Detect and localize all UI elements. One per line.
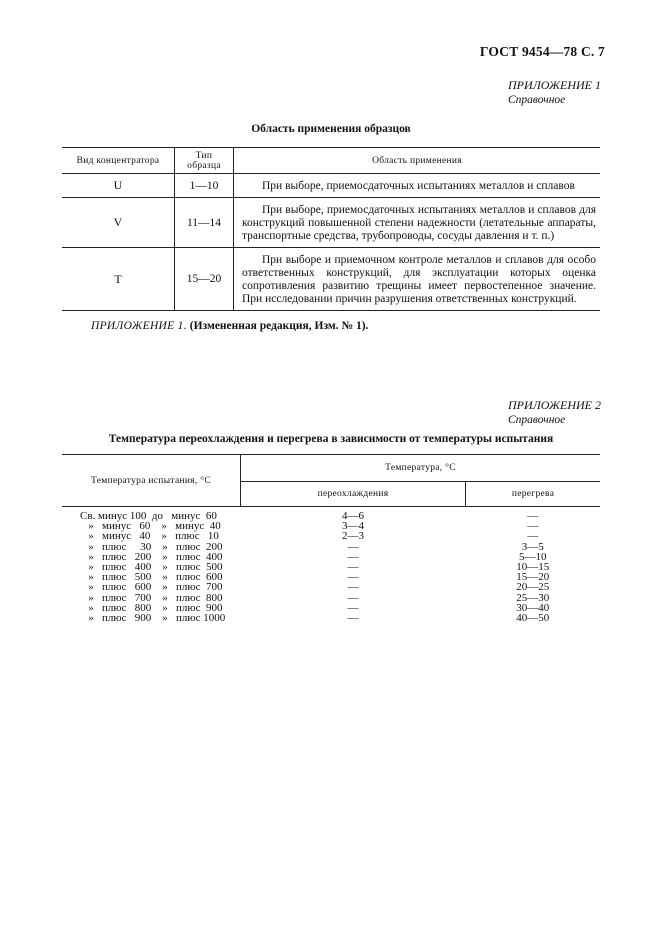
appendix-1-heading: [508, 78, 601, 108]
table-1-title: Область применения образцов: [251, 123, 411, 135]
col-concentrator: Вид концентратора: [62, 148, 175, 174]
col-overcooling: переохлаждения: [241, 482, 466, 507]
table-2-body: [62, 507, 600, 624]
cell-overcooling: —: [347, 561, 359, 574]
cell-test-range: » плюс 400 » плюс 500: [80, 561, 223, 574]
col-specimen-type: Тип образца: [175, 148, 234, 174]
cell-overheating: 15—20: [516, 571, 550, 584]
cell-test-range: » плюс 200 » плюс 400: [80, 550, 223, 563]
cell-overcooling: 2—3: [342, 530, 365, 543]
temperature-table: [62, 454, 600, 623]
cell-test-range: » плюс 800 » плюс 900: [80, 601, 223, 614]
cell-overheating: —: [527, 520, 539, 533]
cell-application: При выборе, приемосдаточных испытаниях металлов и сплавов для конструкций повышенной степени надежности (летательные аппараты, транспортные средства, трубопроводы, сосуды давления и т. п.): [234, 198, 601, 248]
cell-overcooling: —: [347, 601, 359, 614]
cell-overcooling: 4—6: [342, 510, 365, 522]
cell-type: 15—20: [175, 248, 234, 311]
table-2-title: Температура переохлаждения и перегрева в зависимости от температуры испытания: [108, 433, 554, 445]
cell-application: При выборе, приемосдаточных испытаниях металлов и сплавов: [234, 174, 601, 198]
appendix-2-heading: [508, 398, 601, 428]
cell-overheating: —: [527, 530, 539, 543]
cell-overcooling: —: [347, 581, 359, 594]
cell-overcooling: —: [347, 540, 359, 553]
table-row: [62, 174, 600, 198]
col-overheating: перегрева: [466, 482, 600, 507]
cell-overheating: 20—25: [516, 581, 550, 594]
cell-test-range: » минус 60 » минус 40: [80, 520, 221, 533]
table-row: [62, 507, 600, 522]
appendix-1-sublabel: Справочное: [508, 94, 566, 106]
page-header: ГОСТ 9454—78 С. 7: [479, 44, 605, 59]
appendix-1-label: ПРИЛОЖЕНИЕ 1: [508, 78, 601, 92]
cell-overheating: 40—50: [516, 612, 550, 625]
cell-test-range: Св. минус 100 до минус 60: [80, 510, 217, 522]
cell-overheating: 10—15: [516, 561, 550, 574]
col-test-temperature: Температура испытания, °С: [62, 455, 241, 507]
table-row: [62, 198, 600, 248]
specimen-application-table: [62, 147, 600, 311]
cell-concentrator: U: [62, 174, 175, 198]
appendix-2-sublabel: Справочное: [508, 414, 566, 426]
cell-overheating: 3—5: [521, 540, 544, 553]
cell-overcooling: —: [347, 550, 359, 563]
cell-overheating: 5—10: [519, 550, 547, 563]
cell-test-range: » плюс 500 » плюс 600: [80, 571, 223, 584]
appendix-1-note: [91, 320, 368, 332]
cell-overheating: 30—40: [516, 601, 550, 614]
cell-test-range: » плюс 30 » плюс 200: [80, 540, 223, 553]
appendix-2-label: ПРИЛОЖЕНИЕ 2: [508, 398, 601, 412]
cell-application: При выборе и приемочном контроле металлов и сплавов для особо ответственных конструкций, для эксплуатации которых оценка сопротивления развитию трещины имеет первостепенное значение. При исследовании причин разрушения ответственных конструкций.: [234, 248, 601, 311]
cell-concentrator: Т: [62, 248, 175, 311]
cell-test-range: » плюс 600 » плюс 700: [80, 581, 223, 594]
cell-test-range: » плюс 700 » плюс 800: [80, 591, 223, 604]
cell-overheating: —: [527, 510, 539, 522]
cell-overheating: 25—30: [516, 591, 550, 604]
table-2-header-row: [62, 455, 600, 482]
table-row: [62, 248, 600, 311]
cell-overcooling: 3—4: [342, 520, 365, 533]
cell-type: 1—10: [175, 174, 234, 198]
table-1-header-row: [62, 148, 600, 174]
cell-type: 11—14: [175, 198, 234, 248]
cell-test-range: » плюс 900 » плюс 1000: [80, 612, 226, 625]
cell-overcooling: —: [347, 612, 359, 625]
note-text: (Измененная редакция, Изм. № 1).: [189, 320, 369, 332]
note-label: ПРИЛОЖЕНИЕ 1.: [91, 320, 187, 332]
cell-concentrator: V: [62, 198, 175, 248]
col-application: Область применения: [234, 148, 601, 174]
cell-test-range: » минус 40 » плюс 10: [80, 530, 219, 543]
table-row: [62, 613, 600, 623]
cell-overcooling: —: [347, 591, 359, 604]
cell-overcooling: —: [347, 571, 359, 584]
col-temperature-group: Температура, °С: [241, 455, 601, 482]
